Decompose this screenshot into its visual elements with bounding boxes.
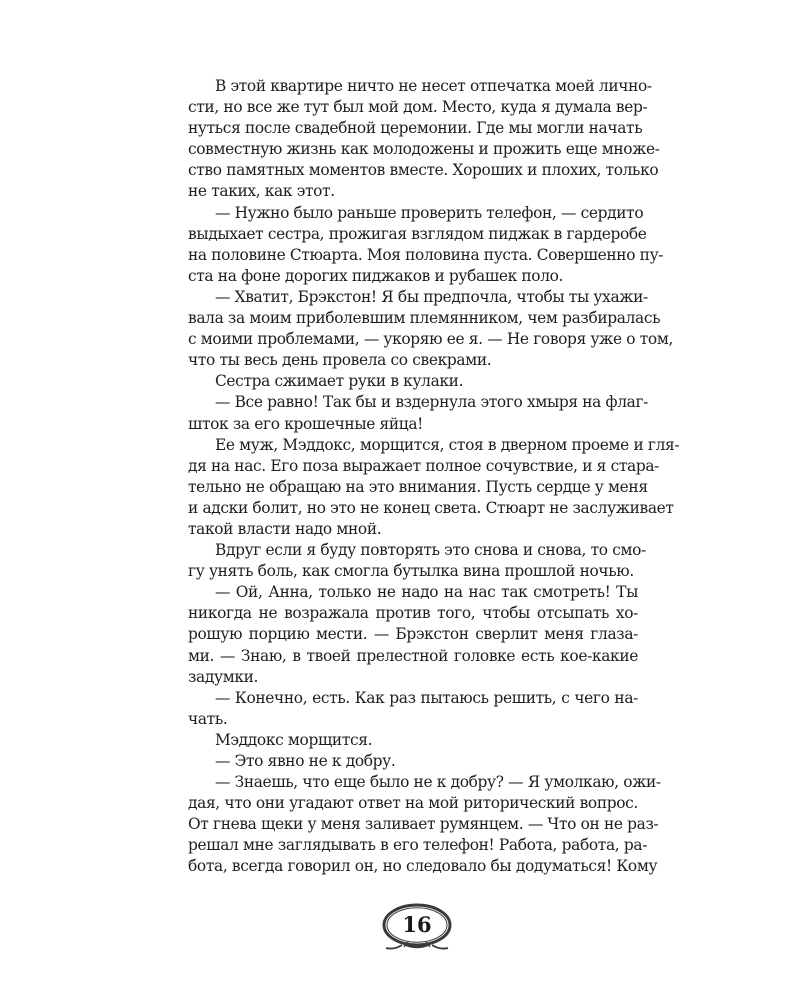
text-line: дя на нас. Его поза выражает полное сочувствие, и я стара- bbox=[188, 456, 660, 475]
text-line: — Конечно, есть. Как раз пытаюсь решить, с чего на- bbox=[215, 688, 638, 707]
text-line: с моими проблемами, — укоряю ее я. — Не говоря уже о том, bbox=[188, 330, 673, 349]
text-line: чать. bbox=[188, 709, 228, 728]
text-line: — Хватит, Брэкстон! Я бы предпочла, чтобы ты ухажи- bbox=[215, 287, 648, 306]
text-line: выдыхает сестра, прожигая взглядом пиджак в гардеробе bbox=[188, 224, 647, 243]
text-line: решал мне заглядывать в его телефон! Работа, работа, ра- bbox=[188, 836, 648, 855]
text-line: — Знаешь, что еще было не к добру? — Я умолкаю, ожи- bbox=[215, 773, 661, 792]
text-line: задумки. bbox=[188, 667, 259, 686]
text-line: сти, но все же тут был мой дом. Место, куда я думала вер- bbox=[188, 98, 648, 117]
page-number: 16 bbox=[402, 912, 432, 937]
text-line: тельно не обращаю на это внимания. Пусть сердце у меня bbox=[188, 477, 648, 496]
text-line: ство памятных моментов вместе. Хороших и плохих, только bbox=[188, 161, 659, 180]
page-number-badge bbox=[380, 901, 454, 953]
text-line: вала за моим приболевшим племянником, чем разбиралась bbox=[188, 309, 661, 328]
text-line: ми. — Знаю, в твоей прелестной головке есть кое-какие bbox=[188, 646, 638, 665]
text-line: ста на фоне дорогих пиджаков и рубашек поло. bbox=[188, 266, 564, 285]
text-line: гу унять боль, как смогла бутылка вина прошлой ночью. bbox=[188, 562, 634, 581]
text-line: В этой квартире ничто не несет отпечатка моей лично- bbox=[215, 77, 652, 95]
text-line: и адски болит, но это не конец света. Стюарт не заслуживает bbox=[188, 498, 674, 517]
text-line: Вдруг если я буду повторять это снова и снова, то смо- bbox=[215, 541, 646, 560]
text-line: шток за его крошечные яйца! bbox=[188, 414, 424, 433]
text-line: на половине Стюарта. Моя половина пуста. Совершенно пу- bbox=[188, 245, 664, 264]
body-text bbox=[188, 76, 680, 878]
text-line: нуться после свадебной церемонии. Где мы могли начать bbox=[188, 119, 643, 138]
text-line: — Это явно не к добру. bbox=[215, 752, 396, 770]
text-line: Ее муж, Мэддокс, морщится, стоя в дверном проеме и гля- bbox=[215, 435, 680, 454]
text-line: что ты весь день провела со свекрами. bbox=[188, 351, 492, 370]
text-line: совместную жизнь как молодожены и прожить еще множе- bbox=[188, 140, 660, 159]
text-line: — Ой, Анна, только не надо на нас так смотреть! Ты bbox=[215, 583, 638, 602]
text-line: Сестра сжимает руки в кулаки. bbox=[215, 372, 464, 391]
text-line: — Нужно было раньше проверить телефон, — сердито bbox=[215, 203, 644, 222]
text-line: рошую порцию мести. — Брэкстон сверлит меня глаза- bbox=[188, 625, 638, 644]
text-line: никогда не возражала против того, чтобы отсыпать хо- bbox=[188, 604, 638, 623]
text-line: — Все равно! Так бы и вздернула этого хмыря на флаг- bbox=[215, 393, 649, 412]
text-line: Мэддокс морщится. bbox=[215, 730, 373, 749]
text-line: такой власти надо мной. bbox=[188, 519, 382, 538]
text-line: не таких, как этот. bbox=[188, 182, 335, 201]
text-line: дая, что они угадают ответ на мой риторический вопрос. bbox=[188, 794, 638, 813]
text-line: бота, всегда говорил он, но следовало бы додуматься! Кому bbox=[188, 857, 658, 876]
text-line: От гнева щеки у меня заливает румянцем. — Что он не раз- bbox=[188, 815, 659, 834]
